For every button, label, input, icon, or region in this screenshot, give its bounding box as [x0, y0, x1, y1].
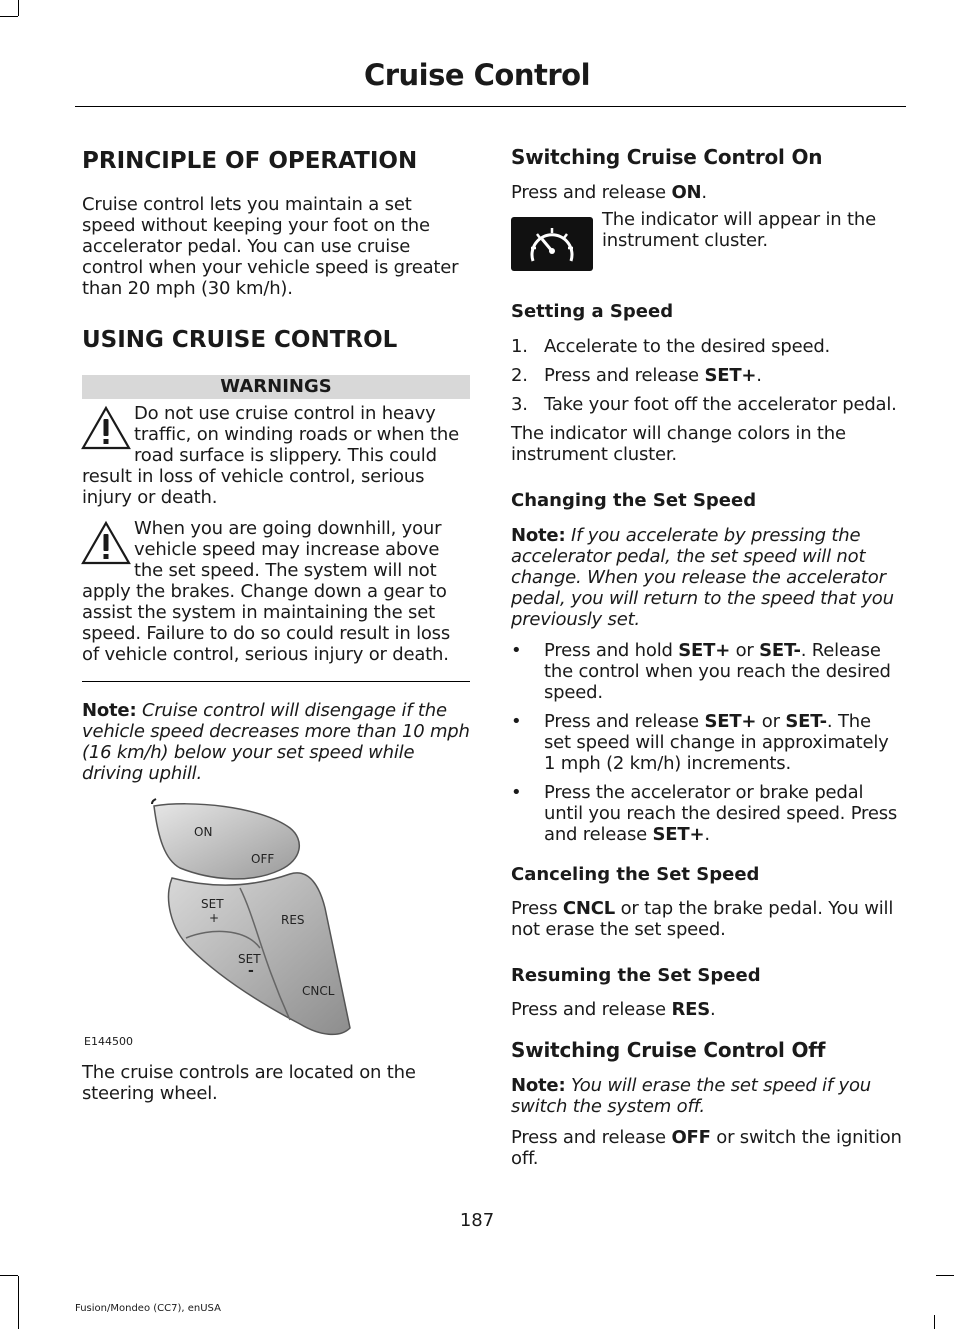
bullet-marker: • [511, 782, 522, 803]
off-heading: Switching Cruise Control Off [511, 1038, 826, 1062]
bullet-bold: SET+ [652, 824, 705, 845]
step-bold: SET+ [704, 365, 757, 386]
crop-mark [0, 1275, 18, 1276]
setting-heading: Setting a Speed [511, 301, 674, 322]
bullet-text: or [756, 711, 786, 732]
note-label: Note: [82, 700, 137, 721]
set-plus-label: SET [201, 897, 224, 911]
page-title: Cruise Control [363, 58, 591, 92]
canceling-heading: Canceling the Set Speed [511, 864, 760, 885]
bullet-marker: • [511, 640, 522, 661]
changing-heading: Changing the Set Speed [511, 490, 757, 511]
off-text [511, 1127, 903, 1169]
principle-heading: PRINCIPLE OF OPERATION [82, 148, 418, 174]
change-note-label: Note: [511, 525, 566, 546]
setting-steps [511, 336, 903, 415]
crop-mark [936, 1275, 954, 1276]
bullet-text: or [730, 640, 760, 661]
change-note [511, 525, 903, 630]
warning-text: When you are going downhill, your vehicle speed may increase above the set speed. The system will not apply the brakes. Change down a gear to assist the system in maintaining the set speed. Failure to do so could result in loss of vehicle control, serious injury or death. [82, 518, 451, 665]
indicator-change-text: The indicator will change colors in the instrument cluster. [511, 423, 846, 465]
indicator-text: The indicator will appear in the instrument cluster. [602, 209, 876, 251]
bullet-text: Press and hold [544, 640, 679, 661]
warnings-divider [82, 681, 470, 682]
cancel-bold: CNCL [562, 898, 616, 919]
step-text-post: . [756, 365, 762, 386]
off-note [511, 1075, 903, 1117]
change-note-text: If you accelerate by pressing the accelerator pedal, the set speed will not change. When you release the accelerator pedal, you will return to the speed that you previously set. [511, 525, 894, 630]
step-text: Press and release [544, 365, 705, 386]
bullet-text: . Release the control when you reach the desired speed. [544, 640, 891, 703]
note-text: Cruise control will disengage if the vehicle speed decreases more than 10 mph (16 km/h) below your set speed while driving uphill. [82, 700, 470, 784]
figure-caption: The cruise controls are located on the steering wheel. [82, 1062, 416, 1104]
on-label: ON [194, 825, 213, 839]
off-text-pre: Press and release [511, 1127, 672, 1148]
list-item [511, 782, 903, 845]
step-number: 3. [511, 394, 528, 415]
crop-mark [934, 1315, 935, 1329]
on-text [511, 182, 903, 203]
principle-text: Cruise control lets you maintain a set speed without keeping your foot on the accelerator pedal. You can use cruise control when your vehicle speed is greater than 20 mph (30 km/h). [82, 194, 459, 299]
list-item [511, 640, 903, 703]
crop-mark [18, 1276, 19, 1329]
bullet-text: Press the accelerator or brake pedal until you reach the desired speed. Press and release [544, 782, 898, 845]
off-note-text: You will erase the set speed if you switch the system off. [511, 1075, 871, 1117]
on-heading: Switching Cruise Control On [511, 145, 823, 169]
on-bold: ON [671, 182, 702, 203]
cancel-text-post: or tap the brake pedal. You will not erase the set speed. [511, 898, 894, 940]
resume-text-post: . [709, 999, 716, 1020]
page-number: 187 [459, 1210, 495, 1231]
cruise-control-buttons-figure [150, 798, 362, 1043]
bullet-bold: SET+ [704, 711, 757, 732]
bullet-marker: • [511, 711, 522, 732]
step-number: 1. [511, 336, 528, 357]
bullet-bold: SET+ [678, 640, 731, 661]
cruise-indicator-icon [511, 217, 593, 271]
set-minus-label: SET [238, 952, 261, 966]
figure-id: E144500 [84, 1035, 133, 1048]
plus-sign: + [209, 911, 220, 925]
warnings-heading: WARNINGS [82, 375, 470, 399]
res-label: RES [281, 913, 305, 927]
cancel-text-pre: Press [511, 898, 563, 919]
step-text: Take your foot off the accelerator pedal. [544, 394, 897, 415]
off-bold: OFF [671, 1127, 711, 1148]
crop-mark [0, 16, 18, 17]
left-column [82, 146, 470, 794]
resume-text [511, 999, 903, 1020]
off-label: OFF [251, 852, 275, 866]
cancel-text [511, 898, 903, 940]
crop-mark [18, 0, 19, 16]
list-item [511, 365, 903, 386]
list-item [511, 394, 903, 415]
off-note-label: Note: [511, 1075, 566, 1096]
on-text-post: . [701, 182, 707, 203]
indicator-block [511, 209, 903, 275]
change-bullets [511, 640, 903, 845]
warning-item [82, 403, 470, 508]
resuming-heading: Resuming the Set Speed [511, 965, 761, 986]
on-text-pre: Press and release [511, 182, 672, 203]
resume-bold: RES [671, 999, 710, 1020]
step-number: 2. [511, 365, 528, 386]
list-item [511, 336, 903, 357]
bullet-bold: SET- [759, 640, 801, 661]
bullet-text: . The set speed will change in approximately 1 mph (2 km/h) increments. [544, 711, 889, 774]
warning-triangle-icon [80, 405, 132, 451]
right-column [511, 144, 903, 1179]
off-text-post: or switch the ignition off. [511, 1127, 902, 1169]
using-heading: USING CRUISE CONTROL [82, 327, 398, 353]
resume-text-pre: Press and release [511, 999, 672, 1020]
title-divider [75, 106, 906, 107]
note [82, 700, 470, 784]
document-id: Fusion/Mondeo (CC7), enUSA [75, 1303, 221, 1314]
bullet-text: . [704, 824, 710, 845]
warning-text: Do not use cruise control in heavy traffic, on winding roads or when the road surface is slippery. This could result in loss of vehicle control, serious injury or death. [82, 403, 459, 508]
bullet-text: Press and release [544, 711, 705, 732]
warning-item [82, 518, 470, 665]
cncl-label: CNCL [302, 984, 335, 998]
list-item [511, 711, 903, 774]
step-text: Accelerate to the desired speed. [544, 336, 831, 357]
bullet-bold: SET- [785, 711, 827, 732]
warning-triangle-icon [80, 520, 132, 566]
minus-sign: - [248, 963, 254, 979]
